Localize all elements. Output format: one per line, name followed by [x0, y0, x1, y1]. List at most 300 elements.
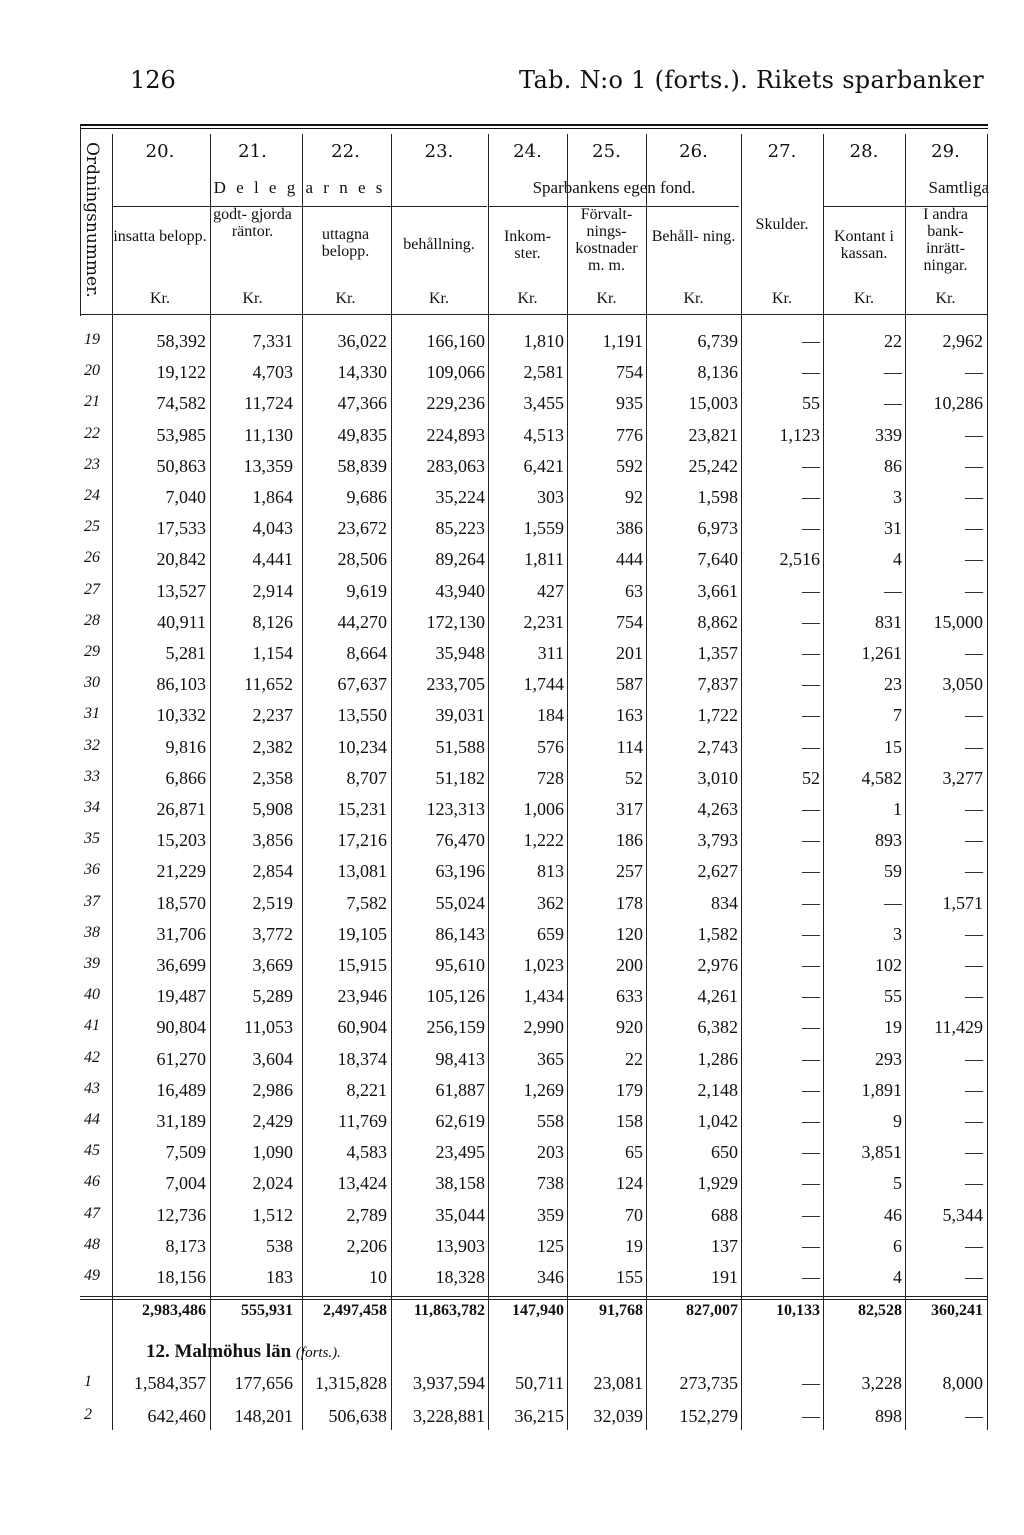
table-cell: 6: [893, 1235, 902, 1256]
table-cell: 11,652: [244, 674, 293, 695]
row-number: 38: [84, 923, 100, 941]
table-cell: 538: [266, 1235, 293, 1256]
table-cell: 61,270: [156, 1048, 206, 1069]
table-cell: 4,513: [523, 424, 564, 445]
table-cell: —: [965, 1406, 983, 1426]
row-number: 36: [84, 861, 100, 879]
totals-cell: 2,497,458: [323, 1302, 387, 1319]
column-number: 29.: [931, 141, 960, 162]
column-label: Skulder.: [755, 216, 809, 233]
running-title: Tab. N:o 1 (forts.). Rikets sparbanker: [519, 66, 984, 94]
table-cell: 1,042: [697, 1111, 738, 1131]
unit-label: Kr.: [429, 290, 449, 307]
row-number: 26: [84, 549, 100, 567]
table-cell: 53,985: [156, 424, 206, 445]
table-cell: 15,203: [156, 830, 206, 851]
table-cell: —: [965, 518, 983, 539]
table-cell: —: [802, 1079, 820, 1100]
table-cell: 386: [616, 518, 643, 539]
row-number: 27: [84, 580, 100, 598]
unit-label: Kr.: [854, 290, 874, 307]
table-cell: 8,221: [346, 1079, 387, 1100]
table-cell: 155: [616, 1267, 643, 1287]
table-cell: —: [802, 892, 820, 913]
table-cell: 776: [616, 424, 643, 445]
table-cell: 92: [625, 487, 643, 507]
table-cell: 3,851: [861, 1142, 902, 1163]
row-number: 2: [84, 1406, 92, 1423]
table-cell: —: [965, 955, 983, 975]
row-number: 42: [84, 1048, 100, 1066]
table-cell: 1,512: [252, 1204, 293, 1225]
table-cell: 1,811: [524, 549, 564, 570]
table-cell: 642,460: [147, 1406, 206, 1426]
table-cell: 1,722: [697, 705, 738, 726]
table-cell: 1,744: [523, 674, 564, 695]
table-cell: 11,724: [244, 393, 293, 414]
table-cell: 76,470: [435, 830, 485, 851]
table-cell: 11,429: [934, 1017, 983, 1038]
row-number: 48: [84, 1235, 100, 1253]
column-label: behållning.: [403, 236, 475, 253]
table-cell: 186: [616, 830, 643, 851]
table-cell: 23,081: [593, 1373, 643, 1393]
table-cell: 1,584,357: [134, 1373, 206, 1393]
table-cell: 3: [893, 923, 902, 944]
table-cell: 23,946: [337, 986, 387, 1007]
totals-cell: 147,940: [512, 1302, 564, 1319]
table-cell: 11,053: [244, 1017, 293, 1038]
row-number: 21: [84, 393, 100, 411]
table-cell: 738: [537, 1173, 564, 1194]
table-cell: 1,154: [252, 643, 293, 663]
table-cell: 55,024: [435, 892, 485, 913]
unit-label: Kr.: [772, 290, 792, 307]
table-cell: 650: [711, 1142, 738, 1163]
table-cell: 85,223: [435, 518, 485, 539]
table-cell: 3,793: [697, 830, 738, 851]
column-number: 21.: [238, 141, 267, 162]
table-cell: 233,705: [426, 674, 485, 695]
table-cell: 3: [893, 487, 902, 507]
table-cell: 19,105: [337, 923, 387, 944]
group-header-sparbank: Sparbankens egen fond.: [532, 178, 696, 197]
table-cell: —: [965, 736, 983, 757]
table-cell: 2,516: [779, 549, 820, 570]
table-cell: 158: [616, 1111, 643, 1131]
column-number: 23.: [424, 141, 454, 162]
table-cell: 26,871: [156, 799, 206, 819]
table-cell: 4,043: [252, 518, 293, 539]
table-cell: 201: [616, 643, 643, 663]
table-cell: 40,911: [157, 611, 206, 632]
table-cell: 1,222: [523, 830, 564, 851]
row-number: 25: [84, 518, 100, 536]
table-cell: 39,031: [435, 705, 485, 726]
table-cell: 728: [537, 767, 564, 788]
table-cell: 86,143: [435, 923, 485, 944]
table-cell: 2,914: [252, 580, 293, 601]
table-cell: 55: [802, 393, 820, 414]
table-cell: —: [802, 705, 820, 726]
table-cell: —: [802, 1048, 820, 1069]
table-cell: 125: [537, 1235, 564, 1256]
table-cell: 6,421: [523, 455, 564, 476]
table-cell: 2,231: [523, 611, 564, 632]
table-cell: 5,908: [252, 799, 293, 819]
row-number: 23: [84, 455, 100, 473]
table-cell: 834: [711, 892, 738, 913]
unit-label: Kr.: [935, 290, 956, 307]
table-cell: 4: [893, 1267, 902, 1287]
table-cell: 7,004: [165, 1173, 206, 1194]
table-cell: 13,359: [243, 455, 293, 476]
table-cell: 317: [616, 799, 643, 819]
table-cell: 754: [616, 362, 643, 383]
totals-top-rule: [80, 1296, 988, 1297]
table-cell: 191: [711, 1267, 738, 1287]
table-cell: —: [965, 923, 983, 944]
table-cell: 63,196: [435, 861, 485, 882]
table-cell: 1,357: [697, 643, 738, 663]
table-cell: —: [802, 518, 820, 539]
table-cell: 50,863: [156, 455, 206, 476]
table-cell: —: [965, 1173, 983, 1194]
table-cell: 36,699: [156, 955, 206, 975]
section-note: (forts.).: [295, 1345, 341, 1361]
section-title: [146, 1341, 341, 1363]
group-header-samtliga: Samtliga: [928, 178, 989, 197]
table-cell: 70: [625, 1204, 643, 1225]
table-cell: —: [802, 611, 820, 632]
table-cell: —: [802, 1017, 820, 1038]
table-cell: —: [884, 892, 902, 913]
table-cell: 13,081: [337, 861, 387, 882]
table-cell: 172,130: [426, 611, 485, 632]
table-cell: 2,237: [252, 705, 293, 726]
table-cell: 229,236: [426, 393, 485, 414]
table-cell: 10,332: [156, 705, 206, 726]
table-cell: 2,429: [252, 1111, 293, 1131]
row-number: 19: [84, 331, 100, 348]
totals-cell: 360,241: [931, 1302, 983, 1319]
table-cell: 13,903: [435, 1235, 485, 1256]
table-cell: —: [965, 424, 983, 445]
table-cell: 23,672: [337, 518, 387, 539]
table-cell: 4,261: [697, 986, 738, 1007]
table-cell: 427: [537, 580, 564, 601]
table-cell: 283,063: [426, 455, 485, 476]
table-cell: 13,550: [337, 705, 387, 726]
table-cell: 35,044: [435, 1204, 485, 1225]
table-cell: 36,022: [337, 331, 387, 351]
table-cell: 1,434: [523, 986, 564, 1007]
table-cell: 3,856: [252, 830, 293, 851]
table-cell: 8,000: [942, 1373, 983, 1393]
table-cell: —: [965, 580, 983, 601]
table-cell: 346: [537, 1267, 564, 1287]
table-cell: 293: [875, 1048, 902, 1069]
table-cell: —: [965, 643, 983, 663]
row-number: 49: [84, 1267, 100, 1284]
table-cell: —: [802, 331, 820, 351]
table-cell: 31,189: [156, 1111, 206, 1131]
table-cell: 9,686: [346, 487, 387, 507]
table-cell: 576: [537, 736, 564, 757]
table-cell: 359: [537, 1204, 564, 1225]
table-cell: —: [802, 861, 820, 882]
table-cell: 183: [266, 1267, 293, 1287]
table-cell: —: [965, 861, 983, 882]
table-cell: 7,040: [165, 487, 206, 507]
table-cell: 17,216: [337, 830, 387, 851]
table-cell: 17,533: [156, 518, 206, 539]
table-cell: 5,289: [252, 986, 293, 1007]
row-number: 46: [84, 1173, 100, 1191]
table-cell: 2,382: [252, 736, 293, 757]
table-cell: 8,862: [697, 611, 738, 632]
table-cell: 179: [616, 1079, 643, 1100]
table-cell: 935: [616, 393, 643, 414]
table-cell: 2,986: [252, 1079, 293, 1100]
table-cell: 13,424: [337, 1173, 387, 1194]
table-cell: 1,864: [252, 487, 293, 507]
table-cell: —: [802, 643, 820, 663]
table-cell: —: [802, 1267, 820, 1287]
table-cell: —: [965, 487, 983, 507]
column-label: Förvalt- nings- kostnader m. m.: [575, 206, 638, 274]
table-cell: 86: [884, 455, 902, 476]
table-cell: 4,703: [252, 362, 293, 383]
table-cell: 1,286: [697, 1048, 738, 1069]
table-cell: 3,669: [252, 955, 293, 975]
table-cell: 362: [537, 892, 564, 913]
table-cell: 95,610: [435, 955, 485, 975]
table-cell: 59: [884, 861, 902, 882]
row-number: 40: [84, 986, 100, 1004]
table-cell: 1,559: [523, 518, 564, 539]
table-cell: —: [802, 487, 820, 507]
table-cell: 1,191: [602, 331, 643, 351]
column-number: 27.: [767, 141, 797, 162]
table-cell: 44,270: [337, 611, 387, 632]
table-cell: 18,328: [435, 1267, 485, 1287]
table-cell: —: [802, 799, 820, 819]
table-cell: 21,229: [156, 861, 206, 882]
table-cell: 55: [884, 986, 902, 1007]
table-cell: 633: [616, 986, 643, 1007]
table-cell: 163: [616, 705, 643, 726]
table-cell: 58,392: [156, 331, 206, 351]
row-number: 32: [84, 736, 100, 754]
table-cell: 13,527: [156, 580, 206, 601]
table-cell: 200: [616, 955, 643, 975]
table-cell: 898: [875, 1406, 902, 1426]
group-header-delegarnes: D e l e g a r n e s: [213, 178, 386, 197]
table-cell: 35,224: [435, 487, 485, 507]
table-cell: 63: [625, 580, 643, 601]
column-rule: [987, 134, 988, 1430]
table-cell: —: [965, 1235, 983, 1256]
table-cell: —: [965, 1111, 983, 1131]
column-label: godt- gjorda räntor.: [213, 206, 292, 240]
table-cell: —: [802, 1406, 820, 1426]
table-cell: 7,640: [697, 549, 738, 570]
table-cell: 2,148: [697, 1079, 738, 1100]
column-number: 22.: [331, 141, 360, 162]
table-cell: 1,006: [523, 799, 564, 819]
table-cell: 67,637: [337, 674, 387, 695]
row-number: 24: [84, 487, 100, 504]
table-cell: 3,010: [697, 767, 738, 788]
table-cell: 36,215: [514, 1406, 564, 1426]
row-number: 47: [84, 1204, 100, 1222]
table-cell: 688: [711, 1204, 738, 1225]
table-cell: 1,810: [523, 331, 564, 351]
table-cell: 1: [893, 799, 902, 819]
table-cell: —: [802, 955, 820, 975]
table-cell: 20,842: [156, 549, 206, 570]
row-number: 33: [84, 767, 100, 785]
table-cell: 273,735: [679, 1373, 738, 1393]
table-cell: 3,937,594: [413, 1373, 485, 1393]
table-cell: —: [802, 986, 820, 1007]
table-cell: 31: [884, 518, 902, 539]
totals-top-rule-2: [80, 1299, 988, 1300]
table-cell: 90,804: [156, 1017, 206, 1038]
table-cell: 1,261: [861, 643, 902, 663]
table-cell: —: [884, 362, 902, 383]
left-rule: [80, 124, 81, 316]
table-cell: 12,736: [156, 1204, 206, 1225]
table-cell: 1,023: [523, 955, 564, 975]
section-number: 12.: [146, 1341, 170, 1362]
table-cell: 587: [616, 674, 643, 695]
table-cell: 10: [369, 1267, 387, 1287]
totals-cell: 11,863,782: [413, 1302, 485, 1319]
column-number: 20.: [145, 141, 175, 162]
row-number: 37: [84, 892, 100, 910]
page-number: 126: [130, 66, 176, 94]
table-cell: 303: [537, 487, 564, 507]
table-cell: —: [802, 1142, 820, 1163]
table-cell: 184: [537, 705, 564, 726]
table-cell: 7,582: [346, 892, 387, 913]
row-number: 29: [84, 643, 100, 660]
table-cell: 1,598: [697, 487, 738, 507]
table-cell: 1,123: [779, 424, 820, 445]
table-cell: 1,269: [523, 1079, 564, 1100]
table-cell: —: [802, 923, 820, 944]
table-cell: 177,656: [234, 1373, 293, 1393]
table-cell: 893: [875, 830, 902, 851]
row-number: 34: [84, 799, 100, 816]
row-number: 45: [84, 1142, 100, 1160]
table-cell: 124: [616, 1173, 643, 1194]
table-cell: 16,489: [156, 1079, 206, 1100]
table-cell: 2,358: [252, 767, 293, 788]
table-cell: 3,455: [523, 393, 564, 414]
table-cell: 2,024: [252, 1173, 293, 1194]
table-cell: 2,854: [252, 861, 293, 882]
unit-label: Kr.: [150, 290, 170, 307]
table-cell: —: [802, 830, 820, 851]
table-cell: 1,891: [861, 1079, 902, 1100]
row-number: 39: [84, 955, 100, 972]
table-cell: 2,976: [697, 955, 738, 975]
table-cell: 3,050: [942, 674, 983, 695]
table-cell: 4,263: [697, 799, 738, 819]
table-cell: 28,506: [337, 549, 387, 570]
table-cell: 46: [884, 1204, 902, 1225]
table-cell: 23,821: [688, 424, 738, 445]
table-cell: 50,711: [515, 1373, 564, 1393]
table-cell: 52: [625, 767, 643, 788]
table-cell: 62,619: [435, 1111, 485, 1131]
table-cell: 19: [884, 1017, 902, 1038]
table-cell: 10,286: [933, 393, 983, 414]
table-cell: 89,264: [435, 549, 485, 570]
table-cell: —: [965, 1142, 983, 1163]
table-cell: 9: [893, 1111, 902, 1131]
table-cell: 1,090: [252, 1142, 293, 1163]
table-cell: 4,441: [252, 549, 293, 570]
row-header-label: Ordningsnummer.: [82, 142, 102, 298]
header-bottom-rule: [80, 314, 988, 315]
table-cell: —: [965, 549, 983, 570]
table-cell: 38,158: [435, 1173, 485, 1194]
table-cell: 52: [802, 767, 820, 788]
table-cell: 19: [625, 1235, 643, 1256]
table-cell: 8,136: [697, 362, 738, 383]
table-cell: 60,904: [337, 1017, 387, 1038]
table-cell: —: [884, 393, 902, 414]
table-cell: 15,915: [337, 955, 387, 975]
table-cell: 8,126: [252, 611, 293, 632]
table-cell: —: [884, 580, 902, 601]
table-cell: —: [802, 1111, 820, 1131]
section-name: Malmöhus län: [174, 1341, 292, 1362]
table-cell: 6,739: [697, 331, 738, 351]
table-cell: 2,789: [346, 1204, 387, 1225]
row-number: 41: [84, 1017, 100, 1035]
table-cell: 43,940: [435, 580, 485, 601]
table-cell: 19,122: [156, 362, 206, 383]
table-cell: 102: [875, 955, 902, 975]
table-cell: 3,604: [252, 1048, 293, 1069]
table-cell: 3,228,881: [413, 1406, 485, 1426]
table-cell: 203: [537, 1142, 564, 1163]
table-cell: 2,627: [697, 861, 738, 882]
table-cell: 2,990: [523, 1017, 564, 1038]
table-cell: —: [965, 986, 983, 1007]
table-cell: 831: [875, 611, 902, 632]
table-cell: 105,126: [426, 986, 485, 1007]
table-cell: 32,039: [593, 1406, 643, 1426]
row-number: 28: [84, 611, 100, 629]
table-cell: —: [965, 799, 983, 819]
table-cell: 2,743: [697, 736, 738, 757]
totals-cell: 91,768: [599, 1302, 643, 1319]
table-cell: 659: [537, 923, 564, 944]
table-cell: 31,706: [156, 923, 206, 944]
unit-label: Kr.: [683, 290, 704, 307]
table-cell: 2,519: [252, 892, 293, 913]
table-cell: 5,344: [942, 1204, 983, 1225]
table-cell: 4,582: [861, 767, 902, 788]
table-cell: 444: [616, 549, 643, 570]
table-cell: 22: [884, 331, 902, 351]
